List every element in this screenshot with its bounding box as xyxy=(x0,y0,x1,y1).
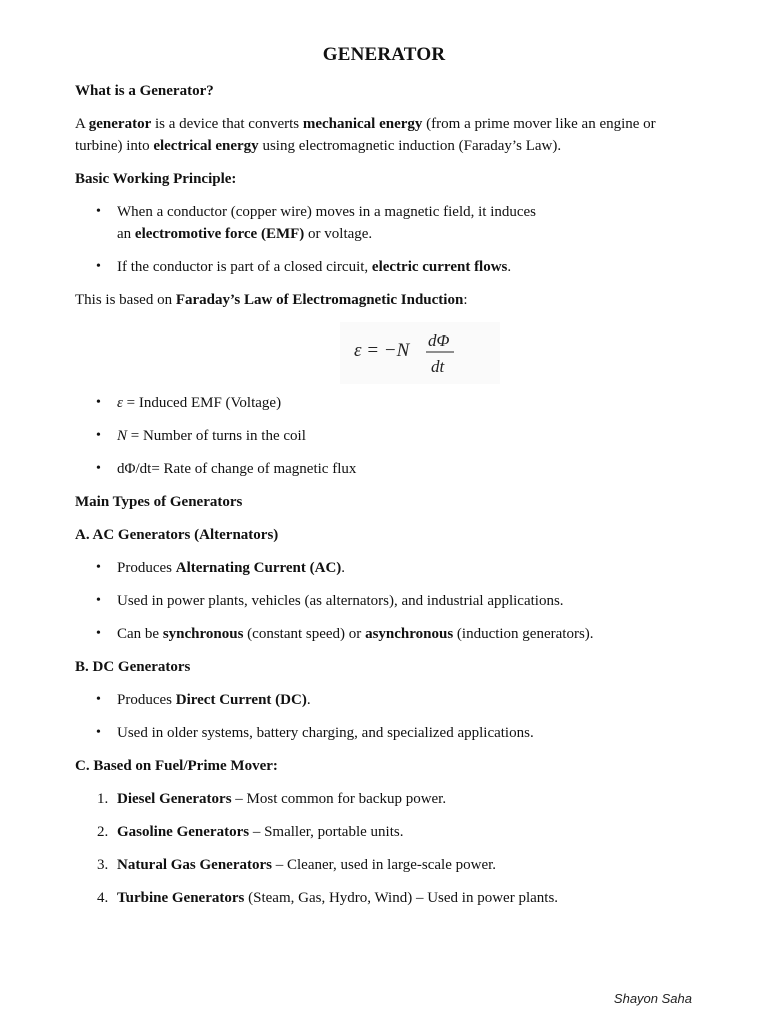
text-run: is a device that converts xyxy=(151,116,303,132)
list-item xyxy=(75,689,695,711)
text-run: – Cleaner, used in large-scale power. xyxy=(271,857,497,873)
faraday-intro xyxy=(75,289,695,311)
bold-term-emf: electromotive force (EMF) xyxy=(134,226,305,242)
text-run: This is based on xyxy=(75,292,176,308)
formula-terms-list xyxy=(75,392,695,480)
formula-lhs: ε = −N xyxy=(354,340,410,361)
heading-ac-generators: A. AC Generators (Alternators) xyxy=(75,527,279,543)
list-item xyxy=(75,887,695,909)
bold-term-synchronous: synchronous xyxy=(162,626,244,642)
list-item xyxy=(75,392,695,414)
symbol-n: N xyxy=(117,428,128,444)
ac-list xyxy=(75,557,695,645)
principle-list xyxy=(75,201,695,278)
page-title: GENERATOR xyxy=(322,44,446,65)
list-item xyxy=(75,854,695,876)
text-run: Can be xyxy=(117,626,163,642)
list-number: 1. xyxy=(97,791,109,807)
text-run: (constant speed) or xyxy=(243,626,366,642)
bold-term-generator: generator xyxy=(88,116,152,132)
fuel-list xyxy=(75,788,695,909)
document-page xyxy=(75,44,695,920)
bold-term-asynchronous: asynchronous xyxy=(365,626,454,642)
text-run: A xyxy=(75,116,89,132)
formula-numerator: dΦ xyxy=(428,331,450,350)
text-run: – Smaller, portable units. xyxy=(249,824,404,840)
list-item xyxy=(75,256,695,278)
text-run: – Most common for backup power. xyxy=(231,791,447,807)
text-run: (from a prime mover like an engine or turbine) into xyxy=(75,116,656,154)
bold-term: Turbine Generators xyxy=(117,890,245,906)
list-number: 4. xyxy=(97,890,109,906)
list-item xyxy=(75,458,695,480)
formula-graphic xyxy=(340,322,500,384)
text-run: : xyxy=(463,292,468,308)
list-item xyxy=(75,788,695,810)
text-run: When a conductor (copper wire) moves in a magnetic field, it induces xyxy=(117,204,537,220)
bold-term-faradays-law: Faraday’s Law of Electromagnetic Induction xyxy=(175,292,464,308)
text-run: or voltage. xyxy=(304,226,373,242)
list-item: • Used in older systems, battery charging, and specialized applications. xyxy=(75,722,695,744)
text-run: . xyxy=(341,560,346,576)
symbol-epsilon: ε xyxy=(117,395,123,411)
heading-what-is-generator: What is a Generator? xyxy=(75,83,214,99)
text-run: = Induced EMF (Voltage) xyxy=(122,395,282,411)
list-item xyxy=(75,557,695,579)
list-item: • Used in power plants, vehicles (as alternators), and industrial applications. xyxy=(75,590,695,612)
list-item xyxy=(75,201,695,245)
bold-term: Diesel Generators xyxy=(117,791,232,807)
heading-working-principle: Basic Working Principle: xyxy=(75,171,237,187)
text-run: Produces xyxy=(117,692,176,708)
text-run: (Steam, Gas, Hydro, Wind) – Used in power plants. xyxy=(244,890,559,906)
bold-term-mechanical-energy: mechanical energy xyxy=(302,116,423,132)
heading-dc-generators: B. DC Generators xyxy=(75,659,191,675)
heading-main-types: Main Types of Generators xyxy=(75,494,243,510)
text-run: (induction generators). xyxy=(453,626,594,642)
symbol-dphi-dt: dΦ/dt xyxy=(117,461,152,477)
list-item xyxy=(75,821,695,843)
author-signature: Shayon Saha xyxy=(613,991,692,1006)
dc-list xyxy=(75,689,695,744)
bold-term: Natural Gas Generators xyxy=(117,857,272,873)
list-item xyxy=(75,425,695,447)
text-run: using electromagnetic induction (Faraday’s Law). xyxy=(258,138,562,154)
text-run: = Rate of change of magnetic flux xyxy=(151,461,357,477)
text-run: an xyxy=(117,226,135,242)
bold-term: Gasoline Generators xyxy=(117,824,250,840)
bold-term-ac: Alternating Current (AC) xyxy=(175,560,342,576)
formula-denominator: dt xyxy=(431,357,445,376)
definition-paragraph xyxy=(75,113,695,157)
bold-term-dc: Direct Current (DC) xyxy=(175,692,307,708)
bold-term-electrical-energy: electrical energy xyxy=(153,138,259,154)
heading-fuel-prime-mover: C. Based on Fuel/Prime Mover: xyxy=(75,758,278,774)
bold-term-current-flows: electric current flows xyxy=(371,259,508,275)
text-run: Produces xyxy=(117,560,176,576)
list-number: 2. xyxy=(97,824,109,840)
text-run: = Number of turns in the coil xyxy=(127,428,306,444)
text-run: . xyxy=(507,259,512,275)
faraday-formula xyxy=(75,322,695,384)
text-run: If the conductor is part of a closed circuit, xyxy=(117,259,372,275)
list-number: 3. xyxy=(97,857,109,873)
text-run: . xyxy=(306,692,311,708)
list-item xyxy=(75,623,695,645)
